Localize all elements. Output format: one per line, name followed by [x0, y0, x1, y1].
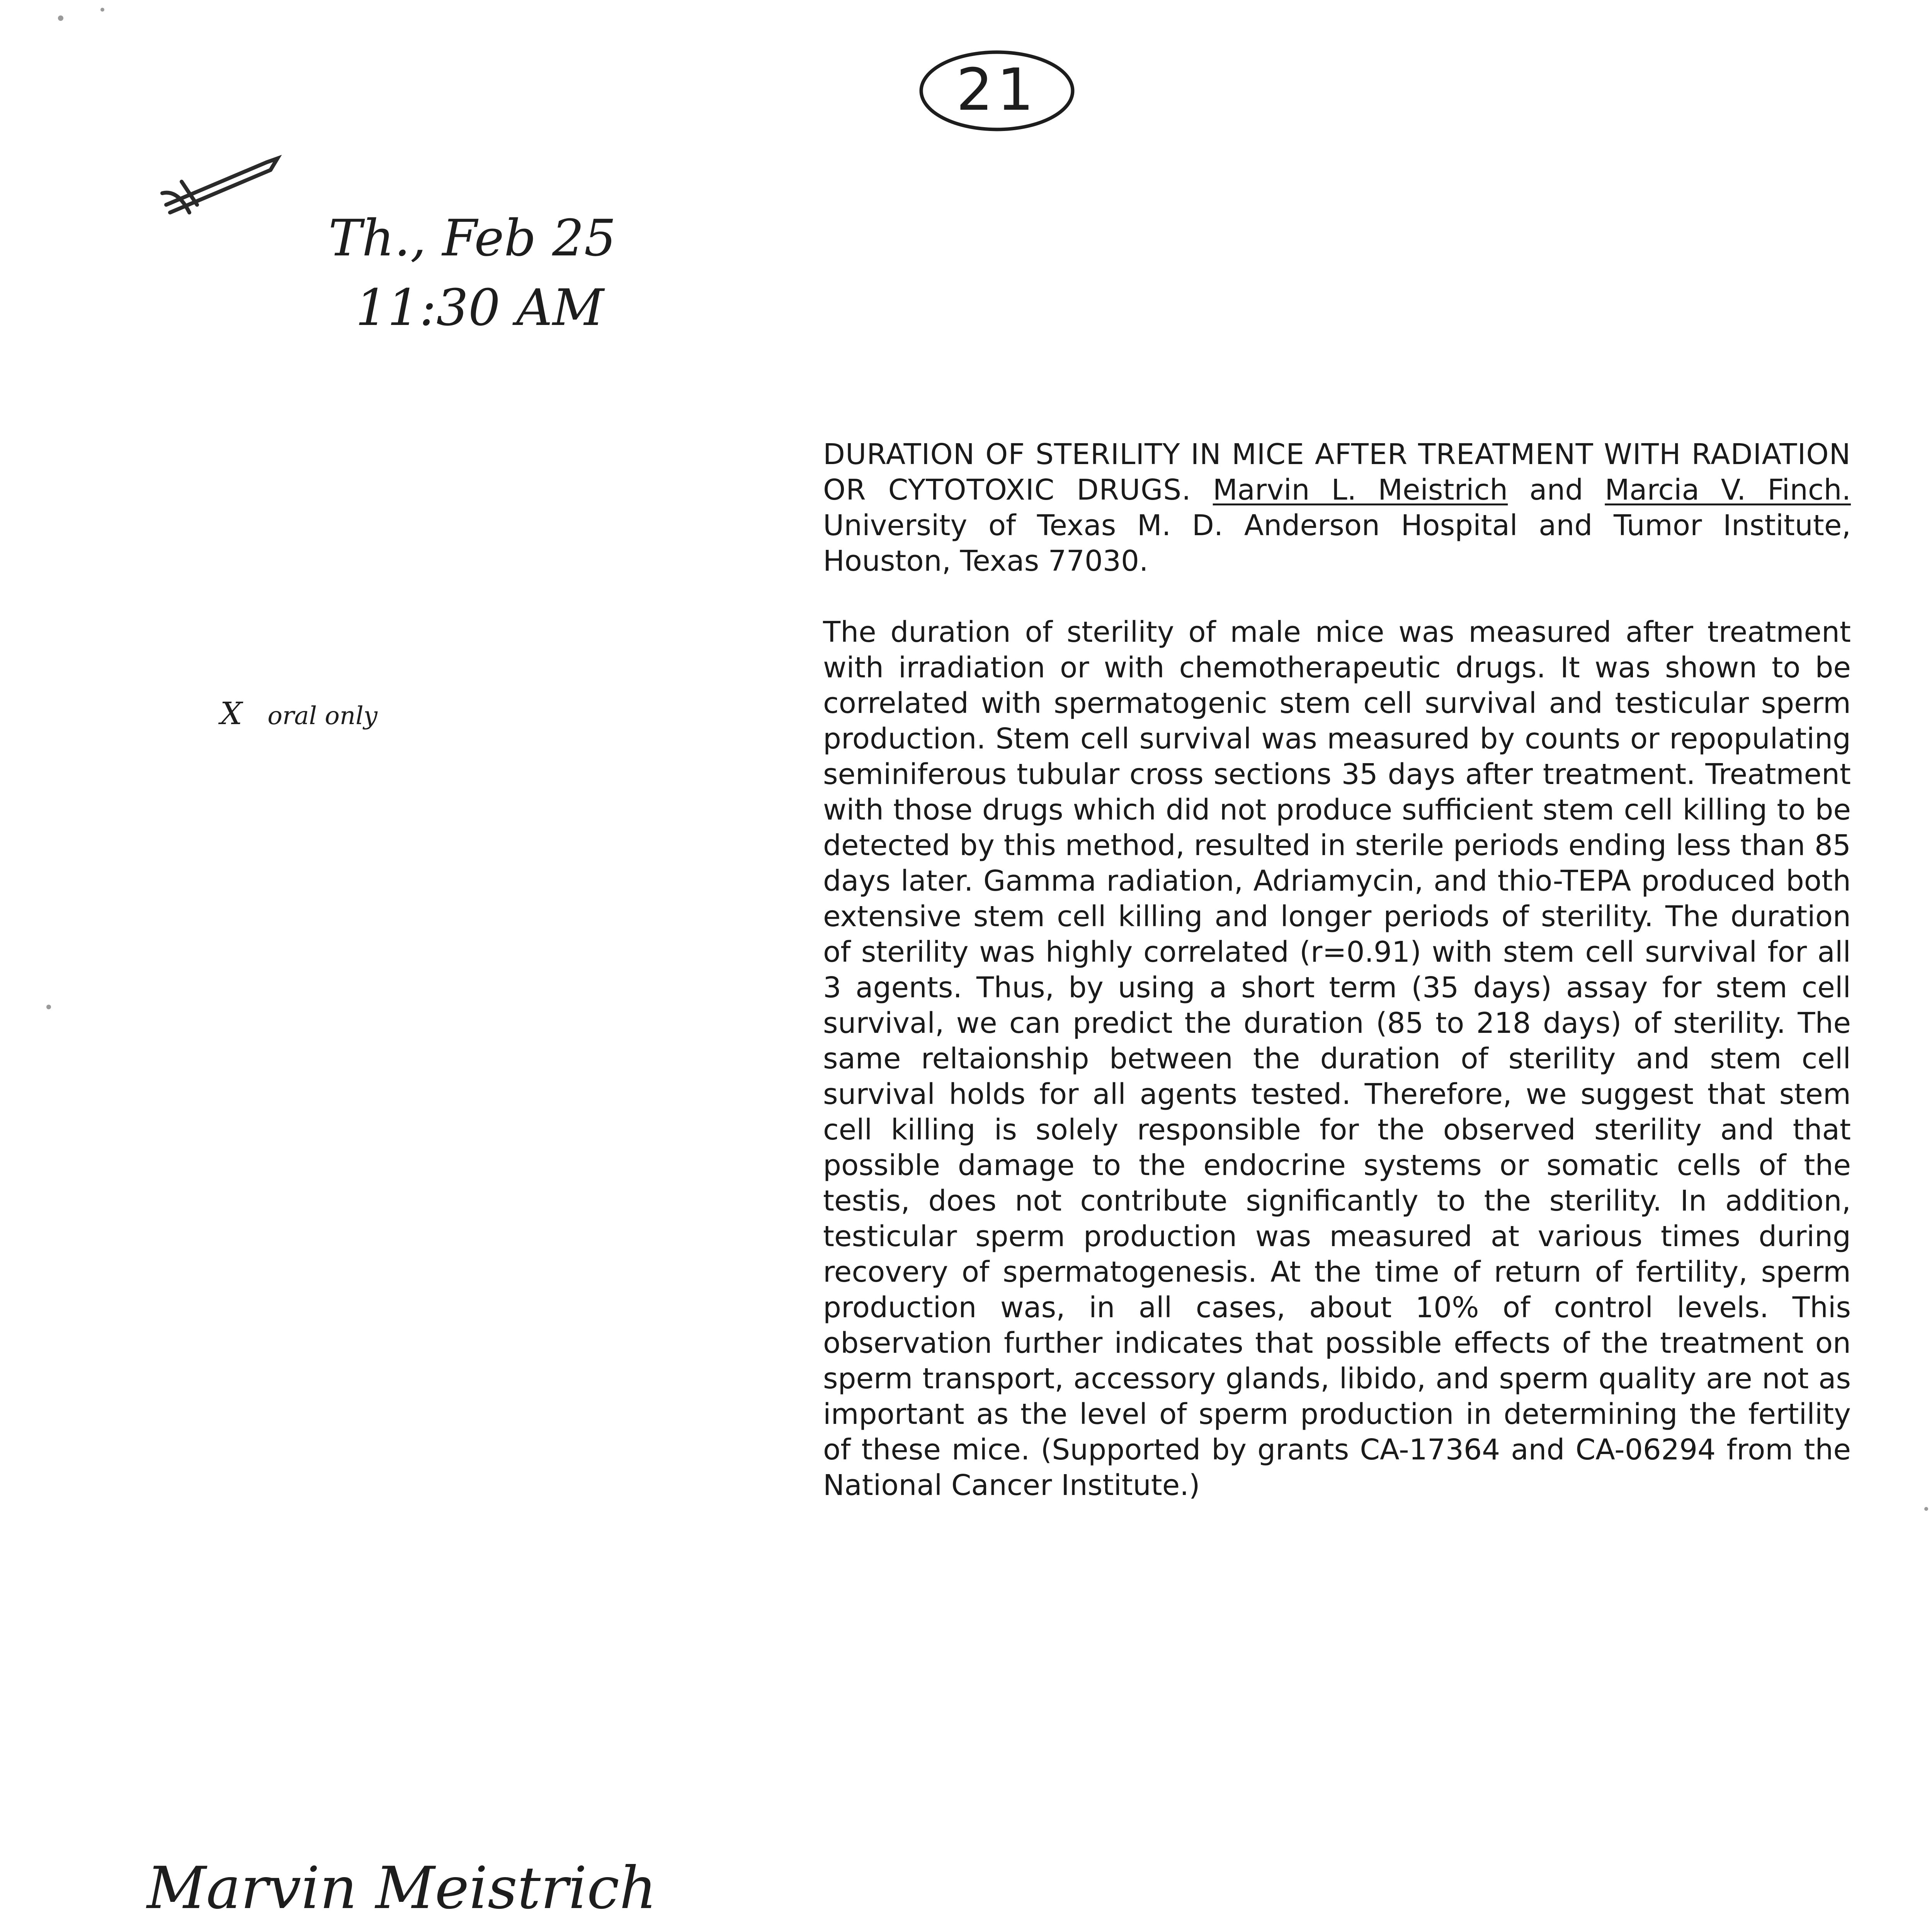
handwritten-time: 11:30 AM: [355, 278, 604, 337]
affiliation: University of Texas M. D. Anderson Hospital and Tumor Institute, Houston, Texas 77030.: [823, 509, 1851, 578]
margin-x-mark: X: [220, 696, 242, 731]
handwritten-date: Th., Feb 25: [328, 209, 616, 267]
author-2: Marcia V. Finch.: [1605, 473, 1851, 507]
abstract: [823, 437, 1851, 1503]
abstract-heading: [823, 437, 1851, 579]
scan-speck: [46, 1005, 51, 1009]
circled-page-number: [916, 46, 1078, 135]
page-number: 21: [956, 56, 1038, 124]
pencil-mark-icon: [155, 147, 282, 224]
handwritten-margin-note: [220, 696, 378, 731]
abstract-title: DURATION OF STERILITY IN MICE AFTER TREATMENT WITH RADIATION OR CYTOTOXIC DRUGS.: [823, 438, 1851, 507]
scan-speck: [100, 8, 104, 12]
scan-speck: [1924, 1507, 1928, 1511]
author-1: Marvin L. Meistrich: [1213, 473, 1508, 507]
abstract-body: The duration of sterility of male mice was measured after treatment with irradiation or with chemotherapeutic drugs. It was shown to be correlated with spermatogenic stem cell survival and testicular sperm production. Stem cell survival was measured by counts or repopulating seminiferous tubular cross sections 35 days after treatment. Treatment with those drugs which did not produce sufficient stem cell killing to be detected by this method, resulted in sterile periods ending less than 85 days later. Gamma radiation, Adriamycin, and thio-TEPA produced both extensive stem cell killing and longer periods of sterility. The duration of sterility was highly correlated (r=0.91) with stem cell survival for all 3 agents. Thus, by using a short term (35 days) assay for stem cell survival, we can predict the duration (85 to 218 days) of sterility. The same reltaionship between the duration of sterility and stem cell survival holds for all agents tested. Therefore, we suggest that stem cell killing is solely responsible for the observed sterility and that possible damage to the endocrine systems or somatic cells of the testis, does not contribute significantly to the sterility. In addition, testicular sperm production was measured at various times during recovery of spermatogenesis. At the time of return of fertility, sperm production was, in all cases, about 10% of control levels. This observation further indicates that possible effects of the treatment on sperm transport, accessory glands, libido, and sperm quality are not as important as the level of sperm production in determining the fertility of these mice. (Supported by grants CA-17364 and CA-06294 from the National Cancer Institute.): [823, 616, 1851, 1502]
scan-speck: [58, 15, 63, 21]
author-conjunction: and: [1529, 473, 1583, 507]
handwritten-signature: Marvin Meistrich: [147, 1855, 657, 1922]
margin-note-text: oral only: [267, 702, 378, 730]
